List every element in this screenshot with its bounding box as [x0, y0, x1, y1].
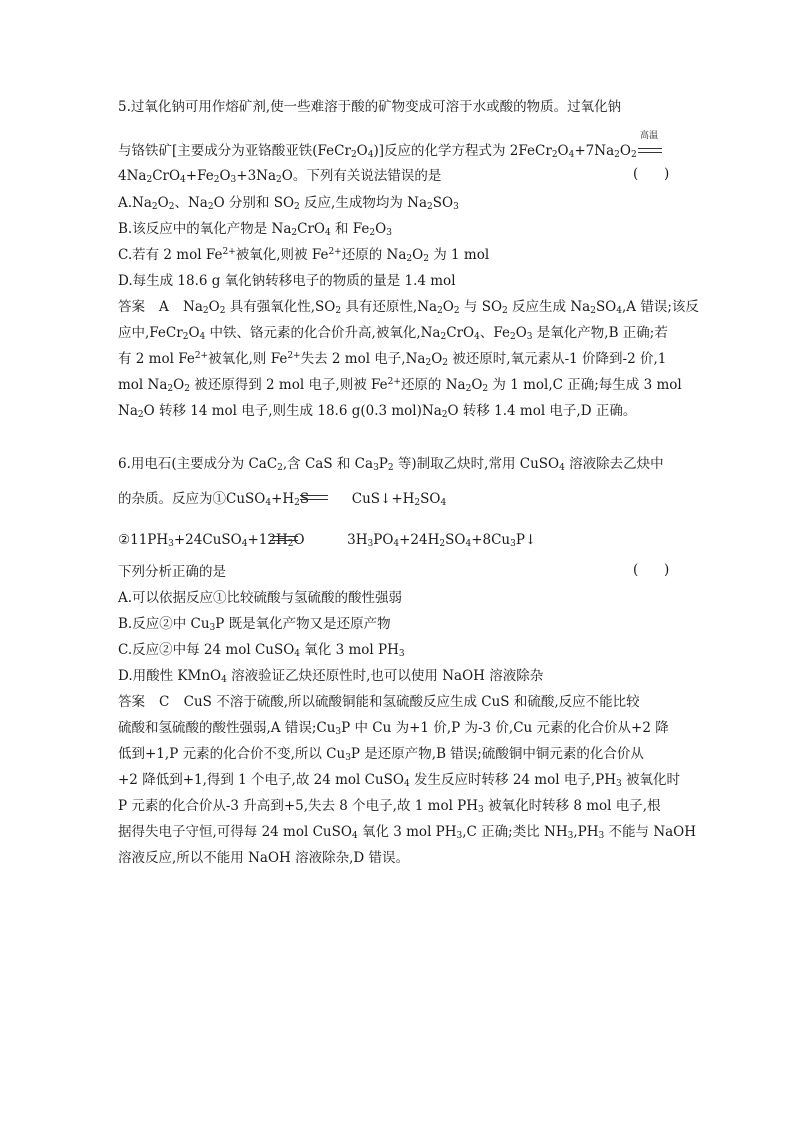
q5-option-c: C.若有 2 mol $Fe^{2+}$被氧化,则被 $Fe^{2+}$还原的 $Na_2O_2$ 为 1 mol	[118, 247, 490, 264]
equation-equals-sign	[300, 495, 328, 500]
q6-answer-line-7: 溶液反应,所以不能用 NaOH 溶液除杂,D 错误。	[118, 850, 409, 866]
q5-answer-blank: ( )	[633, 166, 670, 182]
q6-answer-line-2: 硫酸和氢硫酸的酸性强弱,A 错误$;Cu_3P$ 中 Cu 为+1 价,P 为-3 价,Cu 元素的化合价从+2 降	[118, 720, 669, 737]
q5-answer-line-5: $Na_2O$ 转移 14 mol 电子,则生成 18.6 g(0.3 $mol)Na_2O$ 转移 1.4 mol 电子,D 正确。	[118, 403, 637, 420]
q6-answer-line-4: +2 降低到+1,得到 1 个电子,故 24 mol CuSO$_4$ 发生反应时转移 24 mol 电子$,PH_3$ 被氧化时	[118, 772, 681, 789]
q5-option-d: D.每生成 18.6 g 氧化钠转移电子的物质的量是 1.4 mol	[118, 273, 456, 289]
q6-option-a: A.可以依据反应①比较硫酸与氢硫酸的酸性强弱	[118, 590, 403, 606]
answer-letter: A	[159, 299, 169, 315]
q6-option-d: D.用酸性 KMnO$_4$ 溶液验证乙炔还原性时,也可以使用 NaOH 溶液除杂	[118, 668, 544, 685]
q6-option-c: C.反应②中每 24 mol CuSO$_4$ 氧化 3 mol $PH_3$	[118, 642, 405, 659]
answer-label: 答案	[118, 694, 145, 710]
q5-answer-line-2: 应中$,FeCr_2O_4$ 中铁、铬元素的化合价升高,被氧化$,Na_2CrO_4$、$Fe_2O_3$ 是氧化产物,B 正确;若	[118, 325, 668, 342]
q6-answer-blank: ( )	[633, 562, 670, 578]
q5-stem-line-1: 5.过氧化钠可用作熔矿剂,使一些难溶于酸的矿物变成可溶于水或酸的物质。过氧化钠	[118, 99, 622, 115]
q5-answer-line-1: 答案 A $Na_2O_2$ 具有强氧化性$,SO_2$ 具有还原性$,Na_2O_2$ 与 $SO_2$ 反应生成 $Na_2SO_4,A$ 错误;该反	[118, 299, 699, 316]
q6-stem-line-1: 6.用电石(主要成分为 CaC$_2$,含 CaS 和 $Ca_3P_2$ 等)制取乙炔时,常用 CuSO$_4$ 溶液除去乙炔中	[118, 456, 664, 473]
q6-reaction-2: $②11PH_3+24CuSO_4+12H_2O$ $3H_3PO_4+24H_2SO_4+8Cu_3P↓$	[118, 532, 537, 549]
q6-reaction-1: 的杂质。反应为$①CuSO_4+H_2S$ $CuS↓+H_2SO_4$	[118, 491, 447, 508]
q5-option-a: $A.Na_2O_2$、$Na_2O$ 分别和 $SO_2$ 反应,生成物均为 $Na_2SO_3$	[118, 195, 459, 212]
q5-answer-line-4: mol $Na_2O_2$ 被还原得到 2 mol 电子,则被 $Fe^{2+}$还原的 $Na_2O_2$ 为 1 mol,C 正确;每生成 3 mol	[118, 377, 682, 394]
q6-option-b: B.反应②中 $Cu_3P$ 既是氧化产物又是还原产物	[118, 616, 391, 633]
reaction-condition-label: 高温	[640, 131, 659, 141]
equation-equals-sign	[270, 536, 298, 541]
answer-label: 答案	[118, 299, 145, 315]
q5-option-b: B.该反应中的氧化产物是 $Na_2CrO_4$ 和 $Fe_2O_3$	[118, 221, 392, 238]
q5-stem-line-3: $4Na_2CrO_4+Fe_2O_3+3Na_2O$。下列有关说法错误的是	[118, 168, 442, 185]
q6-answer-line-3: 低到+1,P 元素的化合价不变,所以 $Cu_3P$ 是还原产物,B 错误;硫酸铜中铜元素的化合价从	[118, 746, 644, 763]
q6-answer-line-1: 答案 C CuS 不溶于硫酸,所以硫酸铜能和氢硫酸反应生成 CuS 和硫酸,反应不能比较	[118, 694, 640, 710]
q6-answer-line-5: P 元素的化合价从-3 升高到+5,失去 8 个电子,故 1 mol $PH_3$ 被氧化时转移 8 mol 电子,根	[118, 798, 661, 815]
q5-stem-line-2: 与铬铁矿[主要成分为亚铬酸亚铁$(FeCr_2O_4)$]反应的化学方程式为 $2FeCr_2O_4+7Na_2O_2$	[118, 143, 637, 160]
q6-question: 下列分析正确的是	[118, 564, 226, 580]
answer-letter: C	[159, 694, 170, 710]
equation-equals-sign	[638, 148, 662, 153]
q6-answer-line-6: 据得失电子守恒,可得每 24 mol CuSO$_4$ 氧化 3 mol $PH_3,C$ 正确;类比 $NH_3,PH_3$ 不能与 NaOH	[118, 824, 697, 841]
q5-answer-line-3: 有 2 mol $Fe^{2+}$被氧化,则 $Fe^{2+}$失去 2 mol 电子$,Na_2O_2$ 被还原时,氧元素从-1 价降到-2 价,1	[118, 351, 667, 368]
